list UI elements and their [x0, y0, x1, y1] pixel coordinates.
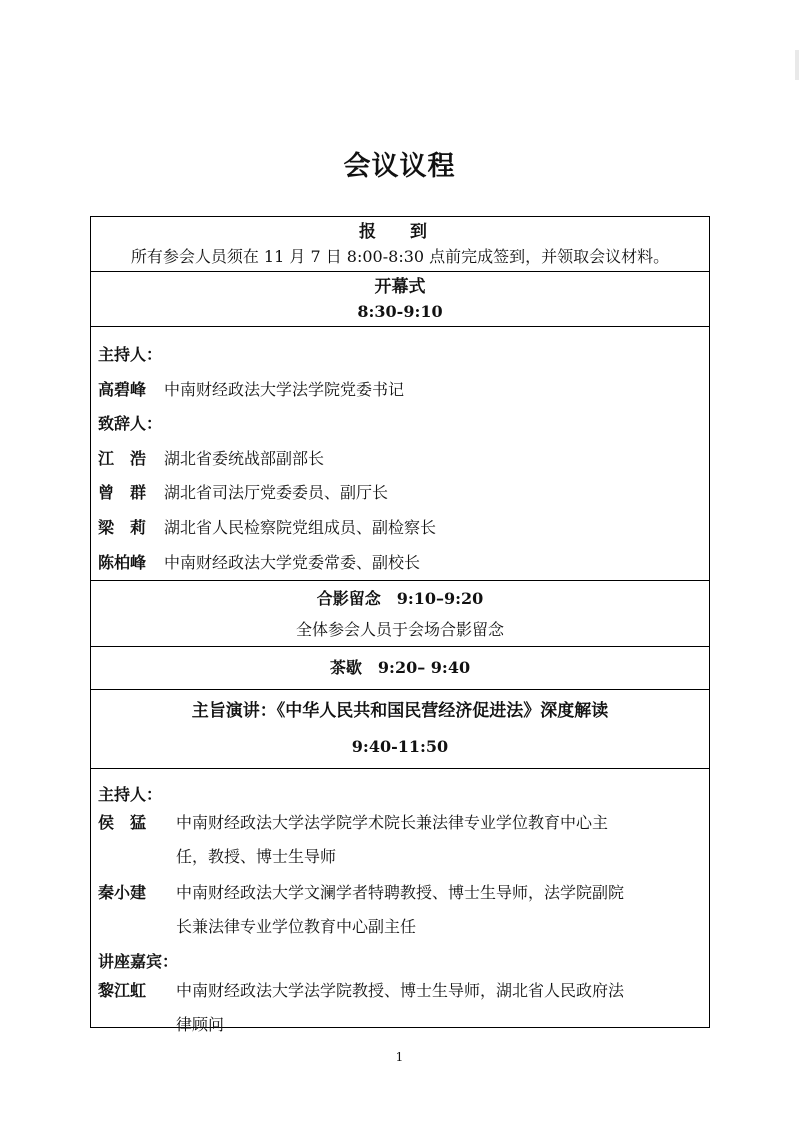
keynote-heading: 主旨演讲：《中华人民共和国民营经济促进法》深度解读 — [191, 701, 609, 721]
host-label: 主持人： — [98, 345, 163, 364]
tea-break-heading: 茶歇 9:20– 9:40 — [329, 658, 471, 677]
person-title: 湖北省委统战部副部长 — [164, 449, 325, 468]
page-number: 1 — [395, 1050, 404, 1064]
person-name: 黎江虹 — [98, 981, 147, 1000]
speaker-row — [98, 511, 701, 545]
speaker-row — [98, 442, 701, 476]
person-name: 秦小建 — [98, 883, 147, 902]
opening-people — [91, 327, 709, 581]
registration-section — [91, 217, 709, 272]
photo-heading: 合影留念 9:10–9:20 — [316, 589, 484, 608]
keynote-time: 9:40-11:50 — [351, 737, 449, 756]
photo-section — [91, 581, 709, 647]
keynote-guest-row — [98, 974, 701, 1042]
opening-header — [91, 272, 709, 327]
person-name: 陈柏峰 — [98, 553, 147, 572]
person-title: 湖北省司法厅党委委员、副厅长 — [164, 483, 389, 502]
person-title: 中南财经政法大学法学院教授、博士生导师，湖北省人民政府法 律顾问 — [176, 981, 625, 1034]
keynote-guests-label: 讲座嘉宾： — [98, 952, 179, 971]
registration-note: 所有参会人员须在 11 月 7 日 8:00-8:30 点前完成签到，并领取会议材料。 — [130, 247, 670, 266]
opening-heading: 开幕式 — [374, 277, 426, 297]
agenda-table — [90, 216, 710, 1034]
person-name: 侯 猛 — [98, 813, 147, 832]
person-name: 江 浩 — [98, 449, 147, 468]
person-name: 梁 莉 — [98, 518, 147, 537]
keynote-people — [91, 769, 709, 1034]
person-title: 中南财经政法大学法学院党委书记 — [164, 380, 405, 399]
keynote-header — [91, 690, 709, 769]
person-title: 中南财经政法大学文澜学者特聘教授、博士生导师，法学院副院 长兼法律专业学位教育中心副主任 — [176, 883, 625, 936]
person-title: 中南财经政法大学党委常委、副校长 — [164, 553, 421, 572]
person-title: 中南财经政法大学法学院学术院长兼法律专业学位教育中心主 任，教授、博士生导师 — [176, 813, 609, 866]
opening-time: 8:30-9:10 — [357, 302, 443, 321]
registration-heading: 报 到 — [359, 222, 441, 242]
photo-note: 全体参会人员于会场合影留念 — [295, 620, 504, 639]
person-name: 曾 群 — [98, 483, 147, 502]
host-row — [98, 373, 701, 407]
keynote-host-row — [98, 806, 701, 874]
keynote-hosts-label: 主持人： — [98, 785, 163, 804]
tea-break-section — [91, 647, 709, 690]
speakers-label: 致辞人： — [98, 414, 163, 433]
person-name: 高碧峰 — [98, 380, 147, 399]
person-title: 湖北省人民检察院党组成员、副检察长 — [164, 518, 437, 537]
page-edge-mark — [795, 50, 799, 80]
speaker-row — [98, 476, 701, 510]
speaker-row — [98, 546, 701, 580]
page-title: 会议议程 — [343, 151, 456, 182]
keynote-host-row — [98, 876, 701, 944]
